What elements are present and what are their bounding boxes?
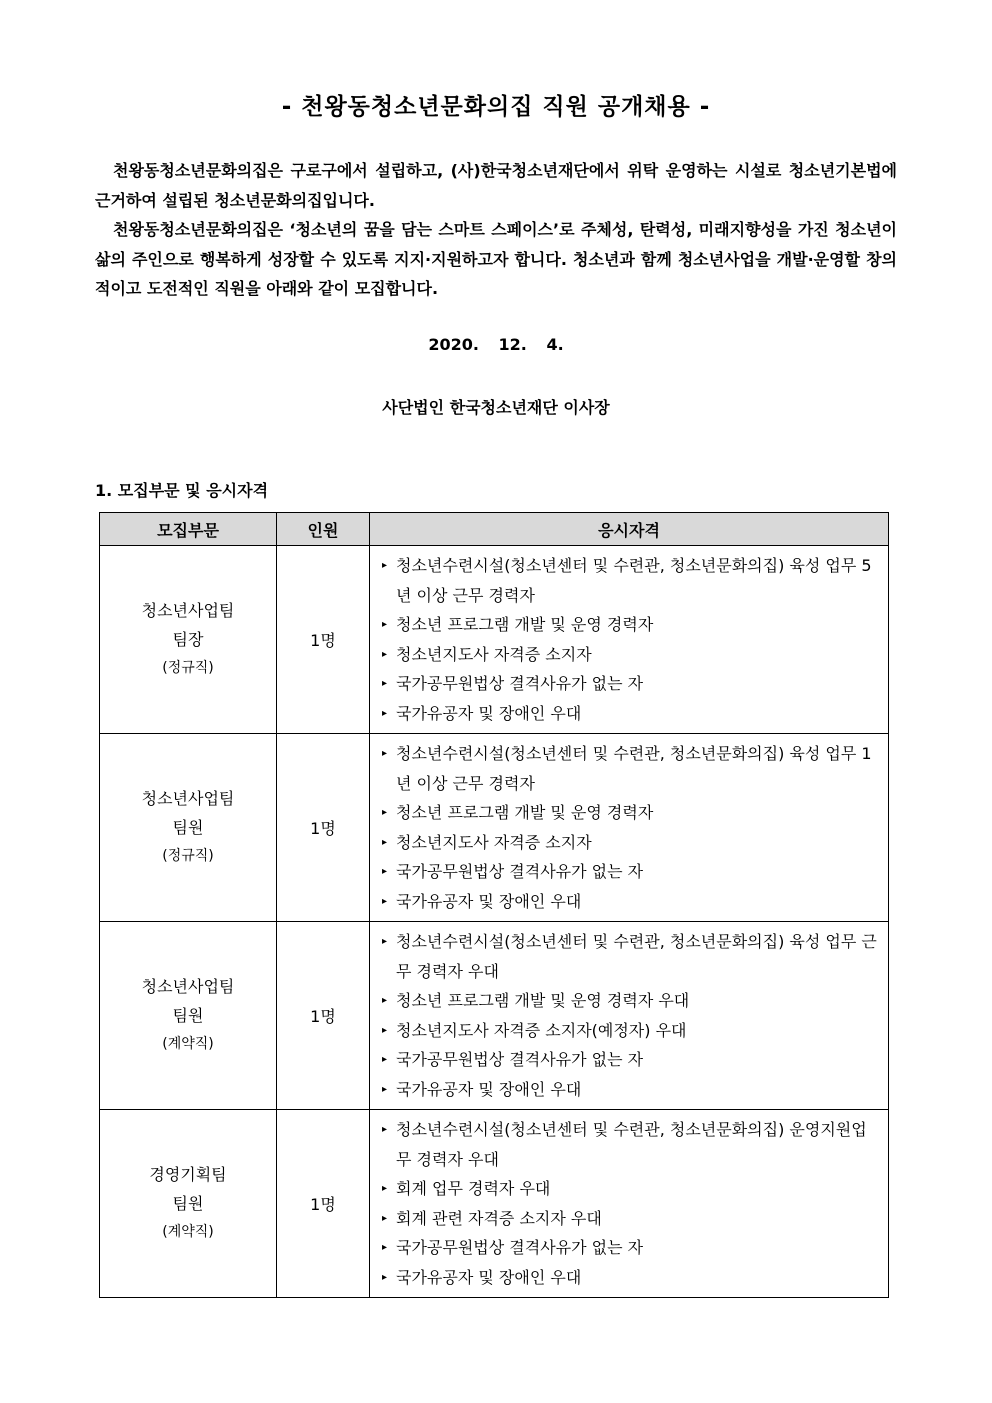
dept-name: 청소년사업팀 (141, 789, 235, 808)
bullet-icon: ▸ (382, 1054, 388, 1065)
qualification-text: 국가공무원법상 결격사유가 없는 자 (396, 674, 644, 693)
page-title: - 천왕동청소년문화의집 직원 공개채용 - (281, 94, 711, 120)
qualification-item (382, 1233, 880, 1263)
dept-name: 청소년사업팀 (141, 601, 235, 620)
bullet-icon: ▸ (382, 748, 388, 759)
qualification-text: 청소년지도사 자격증 소지자 (396, 832, 592, 852)
qualification-text: 청소년수련시설(청소년센터 및 수련관, 청소년문화의집) 운영지원업무 경력자 우대 (396, 1120, 867, 1169)
qualification-item (382, 887, 880, 917)
intro-paragraph: 천왕동청소년문화의집은 구로구에서 설립하고, (사)한국청소년재단에서 위탁 운영하는 시설로 청소년기본법에 근거하여 설립된 청소년문화의집입니다. (95, 161, 897, 210)
qualification-item (382, 1263, 880, 1293)
bullet-icon: ▸ (382, 707, 388, 719)
count-cell: 1명 (277, 1110, 370, 1298)
qualification-item (382, 669, 880, 699)
qualification-text: 국가공무원법상 결격사유가 없는 자 (396, 1050, 644, 1069)
qualification-text: 청소년지도사 자격증 소지자 (396, 644, 592, 664)
qualification-item (382, 610, 880, 640)
qualification-item (382, 828, 880, 858)
dept-role: 팀원 (172, 1194, 204, 1213)
intro-paragraph: 천왕동청소년문화의집은 ‘청소년의 꿈을 담는 스마트 스페이스’로 주체성, 탄력성, 미래지향성을 가진 청소년이 삶의 주인으로 행복하게 성장할 수 있도록 지지·지원하고자 합니다. 청소년과 함께 청소년사업을 개발·운영할 창의적이고 도전적인 직원을 아래와 같이 모집합니다. (95, 220, 897, 298)
bullet-icon: ▸ (382, 1024, 388, 1036)
qualification-text: 국가유공자 및 장애인 우대 (396, 703, 582, 723)
announcement-date: 2020. 12. 4. (428, 335, 564, 354)
qualification-item (382, 798, 880, 828)
qualification-text: 청소년수련시설(청소년센터 및 수련관, 청소년문화의집) 육성 업무 5년 이상 근무 경력자 (396, 556, 872, 605)
qualification-item (382, 1115, 880, 1174)
signer: 사단법인 한국청소년재단 이사장 (382, 398, 610, 417)
qualification-text: 청소년수련시설(청소년센터 및 수련관, 청소년문화의집) 육성 업무 1년 이상 근무 경력자 (396, 744, 872, 793)
qualification-item (382, 1204, 880, 1234)
dept-type: (정규직) (162, 848, 214, 864)
bullet-icon: ▸ (382, 1212, 388, 1224)
qualification-item (382, 1016, 880, 1046)
dept-role: 팀장 (172, 630, 204, 649)
dept-type: (계약직) (162, 1224, 214, 1240)
dept-cell (100, 1110, 277, 1298)
qualification-item (382, 1045, 880, 1075)
column-header-dept: 모집부문 (100, 513, 277, 546)
qualification-text: 회계 관련 자격증 소지자 우대 (396, 1208, 602, 1228)
qualification-item (382, 699, 880, 729)
qualification-text: 청소년 프로그램 개발 및 운영 경력자 (396, 615, 654, 634)
qualification-item (382, 1075, 880, 1105)
table-row (100, 1110, 889, 1298)
bullet-icon: ▸ (382, 1124, 388, 1135)
qualification-text: 청소년 프로그램 개발 및 운영 경력자 (396, 803, 654, 822)
bullet-icon: ▸ (382, 560, 388, 571)
qualification-item (382, 927, 880, 986)
bullet-icon: ▸ (382, 1083, 388, 1095)
table-row (100, 734, 889, 922)
bullet-icon: ▸ (382, 1271, 388, 1283)
table-row (100, 546, 889, 734)
qualifications-cell (370, 1110, 889, 1298)
section-title: 1. 모집부문 및 응시자격 (95, 481, 269, 500)
dept-cell (100, 734, 277, 922)
qualification-item (382, 551, 880, 610)
qualifications-cell (370, 922, 889, 1110)
dept-cell (100, 546, 277, 734)
qualifications-cell (370, 546, 889, 734)
column-header-qualifications: 응시자격 (370, 513, 889, 546)
count-cell: 1명 (277, 734, 370, 922)
qualification-item (382, 739, 880, 798)
qualification-text: 청소년수련시설(청소년센터 및 수련관, 청소년문화의집) 육성 업무 근무 경력자 우대 (396, 932, 877, 981)
count-cell: 1명 (277, 546, 370, 734)
count-cell: 1명 (277, 922, 370, 1110)
bullet-icon: ▸ (382, 936, 388, 947)
bullet-icon: ▸ (382, 1183, 388, 1194)
qualification-text: 국가공무원법상 결격사유가 없는 자 (396, 1238, 644, 1257)
bullet-icon: ▸ (382, 648, 388, 660)
dept-role: 팀원 (172, 818, 204, 837)
qualification-text: 국가공무원법상 결격사유가 없는 자 (396, 862, 644, 881)
dept-name: 청소년사업팀 (141, 977, 235, 996)
dept-role: 팀원 (172, 1006, 204, 1025)
qualification-text: 국가유공자 및 장애인 우대 (396, 891, 582, 911)
qualification-text: 국가유공자 및 장애인 우대 (396, 1079, 582, 1099)
qualification-item (382, 640, 880, 670)
intro-section (95, 156, 897, 304)
qualification-text: 청소년 프로그램 개발 및 운영 경력자 우대 (396, 991, 690, 1010)
dept-type: (계약직) (162, 1036, 214, 1052)
bullet-icon: ▸ (382, 807, 388, 818)
qualification-text: 회계 업무 경력자 우대 (396, 1179, 551, 1198)
bullet-icon: ▸ (382, 895, 388, 907)
dept-cell (100, 922, 277, 1110)
table-header-row (100, 513, 889, 546)
bullet-icon: ▸ (382, 995, 388, 1006)
table-row (100, 922, 889, 1110)
bullet-icon: ▸ (382, 866, 388, 877)
qualification-text: 국가유공자 및 장애인 우대 (396, 1267, 582, 1287)
qualification-item (382, 857, 880, 887)
bullet-icon: ▸ (382, 836, 388, 848)
qualification-item (382, 986, 880, 1016)
recruitment-table (99, 512, 889, 1298)
dept-name: 경영기획팀 (149, 1165, 227, 1184)
bullet-icon: ▸ (382, 678, 388, 689)
bullet-icon: ▸ (382, 619, 388, 630)
dept-type: (정규직) (162, 660, 214, 676)
qualification-item (382, 1174, 880, 1204)
column-header-count: 인원 (277, 513, 370, 546)
bullet-icon: ▸ (382, 1242, 388, 1253)
qualification-text: 청소년지도사 자격증 소지자(예정자) 우대 (396, 1020, 687, 1040)
qualifications-cell (370, 734, 889, 922)
